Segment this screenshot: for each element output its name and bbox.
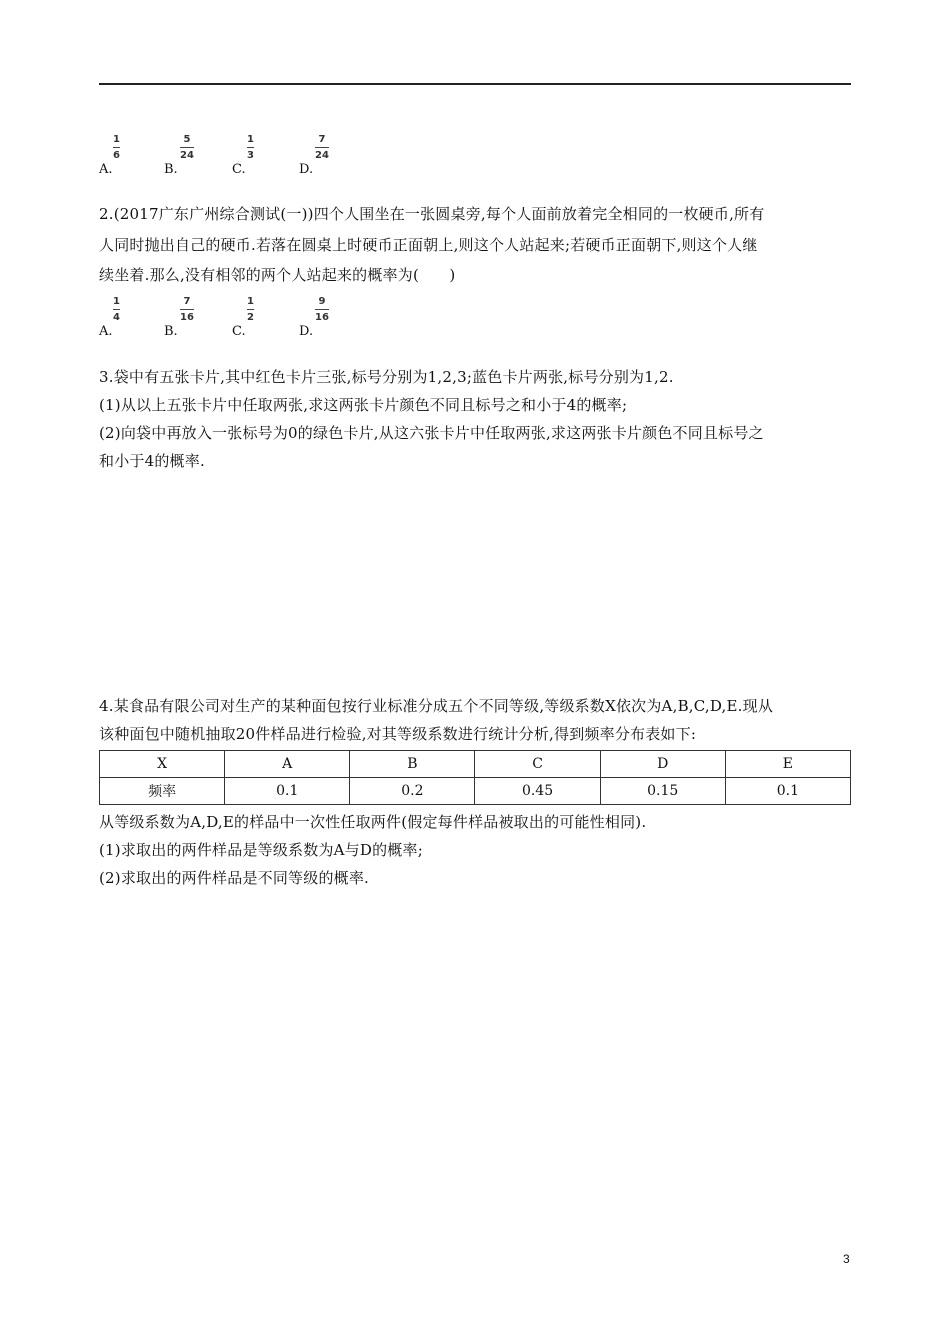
q4-intro-line-2: 该种面包中随机抽取20件样品进行检验,对其等级系数进行统计分析,得到频率分布表如下:	[99, 725, 697, 743]
table-cell: C	[475, 751, 600, 778]
q3-line-1: 3.袋中有五张卡片,其中红色卡片三张,标号分别为1,2,3;蓝色卡片两张,标号分别为1,2.	[99, 368, 674, 386]
q4-after-line-3: (2)求取出的两件样品是不同等级的概率.	[99, 869, 370, 887]
fraction: 1 3	[247, 134, 254, 161]
q2-line-1: 2.(2017广东广州综合测试(一))四个人围坐在一张圆桌旁,每个人面前放着完全相同的一枚硬币,所有	[99, 205, 765, 223]
table-cell: B	[350, 751, 475, 778]
fraction: 7 24	[315, 134, 329, 161]
table-cell: 0.1	[225, 778, 350, 805]
q3-line-2: (1)从以上五张卡片中任取两张,求这两张卡片颜色不同且标号之和小于4的概率;	[99, 396, 628, 414]
q4-intro-line-1: 4.某食品有限公司对生产的某种面包按行业标准分成五个不同等级,等级系数X依次为A,B,C,D,E.现从	[99, 697, 774, 715]
table-cell: E	[725, 751, 850, 778]
q4-after-line-2: (1)求取出的两件样品是等级系数为A与D的概率;	[99, 841, 423, 859]
fraction: 9 16	[315, 296, 329, 323]
header-rule	[99, 83, 851, 85]
frequency-table	[99, 750, 851, 805]
fraction: 1 6	[113, 134, 120, 161]
q2-line-3: 续坐着.那么,没有相邻的两个人站起来的概率为( )	[99, 266, 456, 284]
table-row	[100, 778, 851, 805]
table-cell: 0.1	[725, 778, 850, 805]
table-cell: 频率	[100, 778, 225, 805]
q3-line-3: (2)向袋中再放入一张标号为0的绿色卡片,从这六张卡片中任取两张,求这两张卡片颜色不同且标号之	[99, 424, 764, 442]
fraction: 5 24	[180, 134, 194, 161]
table-cell: 0.45	[475, 778, 600, 805]
q2-line-2: 人同时抛出自己的硬币.若落在圆桌上时硬币正面朝上,则这个人站起来;若硬币正面朝下,则这个人继	[99, 236, 758, 254]
table-cell: X	[100, 751, 225, 778]
table-cell: 0.15	[600, 778, 725, 805]
q4-after-line-1: 从等级系数为A,D,E的样品中一次性任取两件(假定每件样品被取出的可能性相同).	[99, 813, 647, 831]
table-cell: 0.2	[350, 778, 475, 805]
q3-line-4: 和小于4的概率.	[99, 452, 205, 470]
page-number: 3	[843, 1252, 850, 1266]
fraction: 1 4	[113, 296, 120, 323]
table-header-row	[100, 751, 851, 778]
fraction: 7 16	[180, 296, 194, 323]
fraction: 1 2	[247, 296, 254, 323]
table-cell: A	[225, 751, 350, 778]
table-cell: D	[600, 751, 725, 778]
